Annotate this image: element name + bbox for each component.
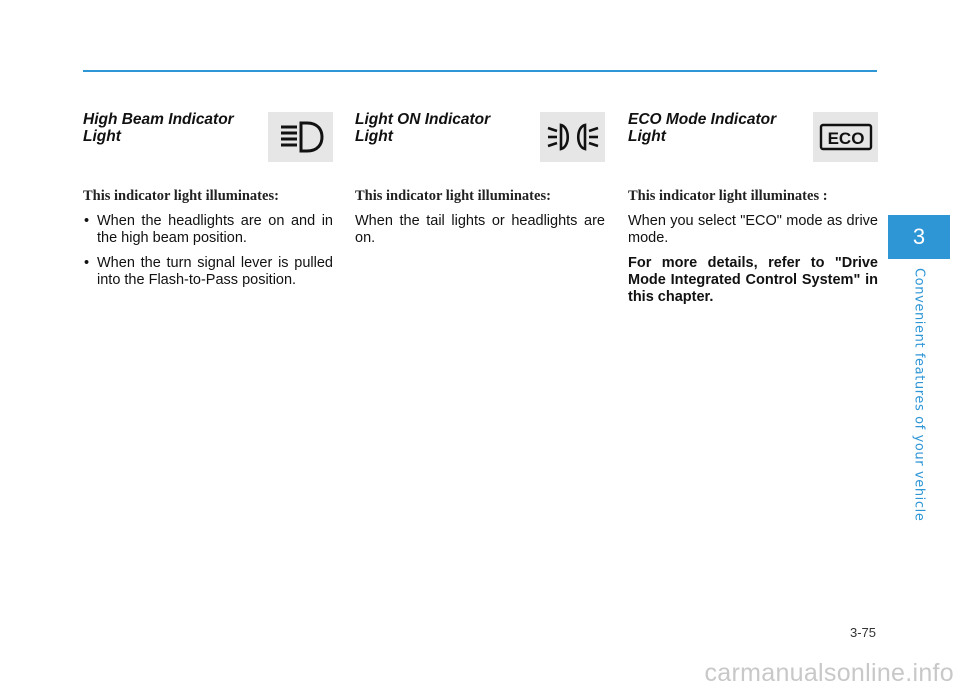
section-high-beam <box>83 110 333 297</box>
bullet-list <box>83 213 333 289</box>
section-lead: This indicator light illuminates: <box>83 188 279 204</box>
eco-icon-label: ECO <box>827 129 864 148</box>
section-header <box>355 110 605 172</box>
section-body: When the tail lights or headlights are on. <box>355 213 605 246</box>
section-header <box>83 110 333 172</box>
section-title: ECO Mode Indicator Light <box>628 111 777 145</box>
chapter-label: Convenient features of your vehicle <box>911 268 927 522</box>
section-eco-mode <box>628 110 878 306</box>
section-title: High Beam Indicator Light <box>83 111 234 145</box>
watermark: carmanualsonline.info <box>704 659 954 687</box>
top-rule <box>83 70 877 72</box>
chapter-number: 3 <box>912 224 926 249</box>
section-lead: This indicator light illuminates : <box>628 188 828 204</box>
high-beam-icon <box>268 112 333 162</box>
list-item: • When the turn signal lever is pulled into the Flash-to-Pass position. <box>83 255 333 289</box>
chapter-tab <box>888 215 950 259</box>
section-header <box>628 110 878 172</box>
section-light-on <box>355 110 605 255</box>
section-body: When you select "ECO" mode as drive mode. <box>628 213 878 246</box>
page-number: 3-75 <box>849 625 876 640</box>
light-on-icon <box>540 112 605 162</box>
section-note: For more details, refer to "Drive Mode Integrated Control System" in this chapter. <box>628 255 878 305</box>
section-title: Light ON Indicator Light <box>355 111 491 145</box>
list-item: • When the headlights are on and in the high beam position. <box>83 213 333 247</box>
eco-mode-icon <box>813 112 878 162</box>
section-lead: This indicator light illuminates: <box>355 188 551 204</box>
